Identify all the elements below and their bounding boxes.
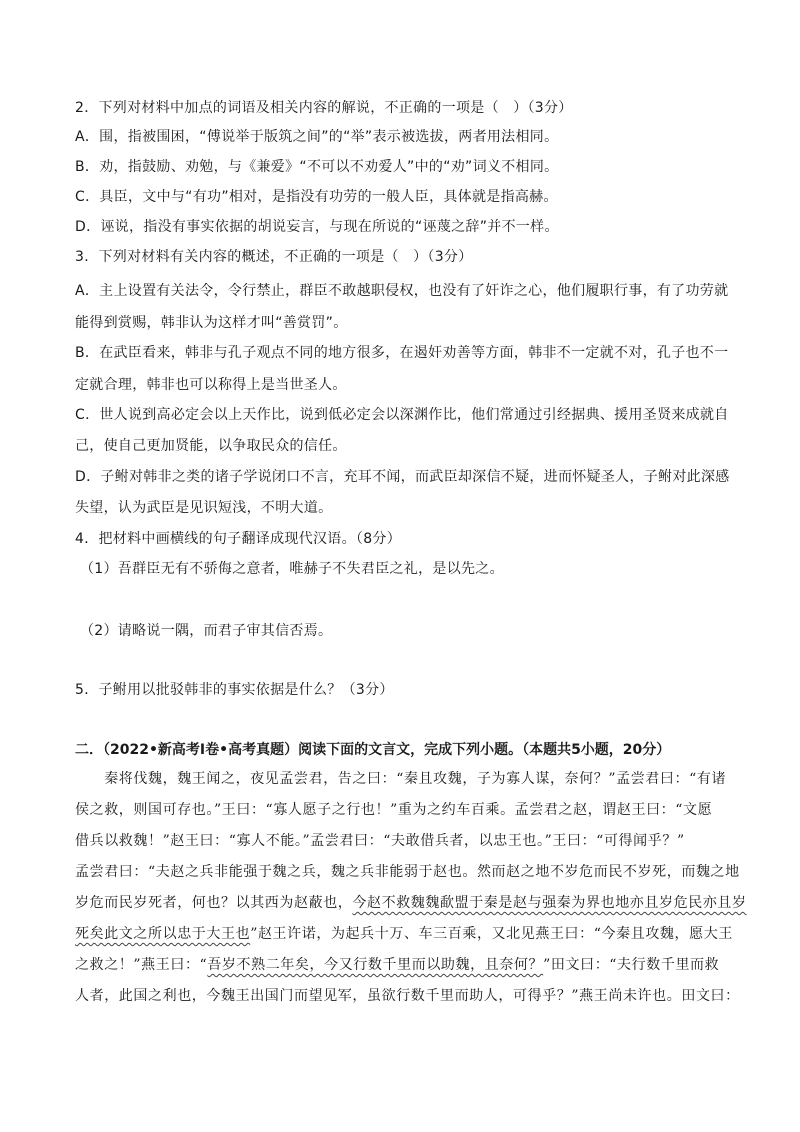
q3-option-c-line2: 己，使自己更加贤能，以争取民众的信任。 <box>75 438 347 454</box>
q3-option-d-line2: 失望，认为武臣是见识短浅，不明大道。 <box>75 500 333 516</box>
q3-stem: 3．下列对材料有关内容的概述，不正确的一项是（ ）（3分） <box>75 249 473 265</box>
section-2-heading: 二．（2022•新高考Ⅰ卷•高考真题）阅读下面的文言文，完成下列小题。（本题共5小题，20分） <box>75 742 671 758</box>
q5-stem: 5．子鲋用以批驳韩非的事实依据是什么？（3分） <box>75 682 394 698</box>
passage-line: 借兵以救魏！”赵王曰：“寡人不能。”孟尝君曰：“夫敢借兵者，以忠王也。”王曰：“可得闻乎？” <box>75 833 685 849</box>
q2-option-a: A．围，指被围困，“傅说举于版筑之间”的“举”表示被选拔，两者用法相同。 <box>75 129 559 145</box>
passage-line <box>75 894 747 912</box>
q2-stem: 2．下列对材料中加点的词语及相关内容的解说，不正确的一项是（ ）（3分） <box>75 100 573 116</box>
passage-line: 人者，此国之利也，今魏王出国门而望见军，虽欲行数千里而助人，可得乎？”燕王尚未许也。田文曰： <box>75 988 740 1004</box>
passage-text: ”田文曰：“夫行数千里而救 <box>543 957 720 973</box>
passage-line: 秦将伐魏，魏王闻之，夜见孟尝君，告之曰：“秦且攻魏，子为寡人谋，奈何？”孟尝君曰：“有诸 <box>75 771 727 787</box>
q4-sentence-1: （1）吾群臣无有不骄侮之意者，唯赫子不失君臣之礼，是以先之。 <box>80 561 504 577</box>
underlined-sentence: 今赵不救魏魏歃盟于秦是赵与强秦为界也地亦且岁危民亦且岁 <box>352 895 747 911</box>
underlined-sentence: 死矣此文之所以忠于大王也 <box>75 926 251 942</box>
passage-line: 孟尝君曰：“夫赵之兵非能强于魏之兵，魏之兵非能弱于赵也。然而赵之地不岁危而民不岁死，而魏之地 <box>75 864 740 880</box>
passage-text: ”赵王许诺，为起兵十万、车三百乘，又北见燕王曰：“今秦且攻魏，愿大王 <box>250 926 733 942</box>
q2-option-b: B．劝，指鼓励、劝勉，与《兼爱》“不可以不劝爱人”中的“劝”词义不相同。 <box>75 159 559 175</box>
q2-option-c: C．具臣，文中与“有功”相对，是指没有功劳的一般人臣，具体就是指高赫。 <box>75 189 558 205</box>
passage-line: 侯之救，则国可存也。”王曰：“寡人愿子之行也！”重为之约车百乘。孟尝君之赵，谓赵王曰：“文愿 <box>75 802 713 818</box>
underlined-sentence: 吾岁不熟二年矣，今又行数千里而以助魏，且奈何？ <box>207 957 544 973</box>
passage-text: 之救之！”燕王曰：“ <box>75 957 208 973</box>
passage-text: 岁危而民岁死者，何也？以其西为赵蔽也， <box>75 895 353 911</box>
q3-option-d-line1: D．子鲋对韩非之类的诸子学说闭口不言，充耳不闻，而武臣却深信不疑，进而怀疑圣人，子鲋对此深感 <box>75 469 730 485</box>
q3-option-a-line2: 能得到赏赐，韩非认为这样才叫“善赏罚”。 <box>75 315 348 331</box>
passage-line <box>75 925 735 943</box>
passage-line <box>75 956 735 974</box>
q4-sentence-2: （2）请略说一隅，而君子审其信否焉。 <box>80 623 333 639</box>
q2-option-d: D．诬说，指没有事实依据的胡说妄言，与现在所说的“诬蔑之辞”并不一样。 <box>75 219 559 235</box>
q4-stem: 4．把材料中画横线的句子翻译成现代汉语。（8分） <box>75 531 402 547</box>
q3-option-a-line1: A．主上设置有关法令，令行禁止，群臣不敢越职侵权，也没有了奸诈之心，他们履职行事，有了功劳就 <box>75 283 729 299</box>
q3-option-b-line2: 定就合理，韩非也可以称得上是当世圣人。 <box>75 377 347 393</box>
q3-option-c-line1: C．世人说到高必定会以上天作比，说到低必定会以深渊作比，他们常通过引经据典、援用圣贤来成就自 <box>75 407 729 423</box>
q3-option-b-line1: B．在武臣看来，韩非与孔子观点不同的地方很多，在遏奸劝善等方面，韩非不一定就不对，孔子也不一 <box>75 345 729 361</box>
